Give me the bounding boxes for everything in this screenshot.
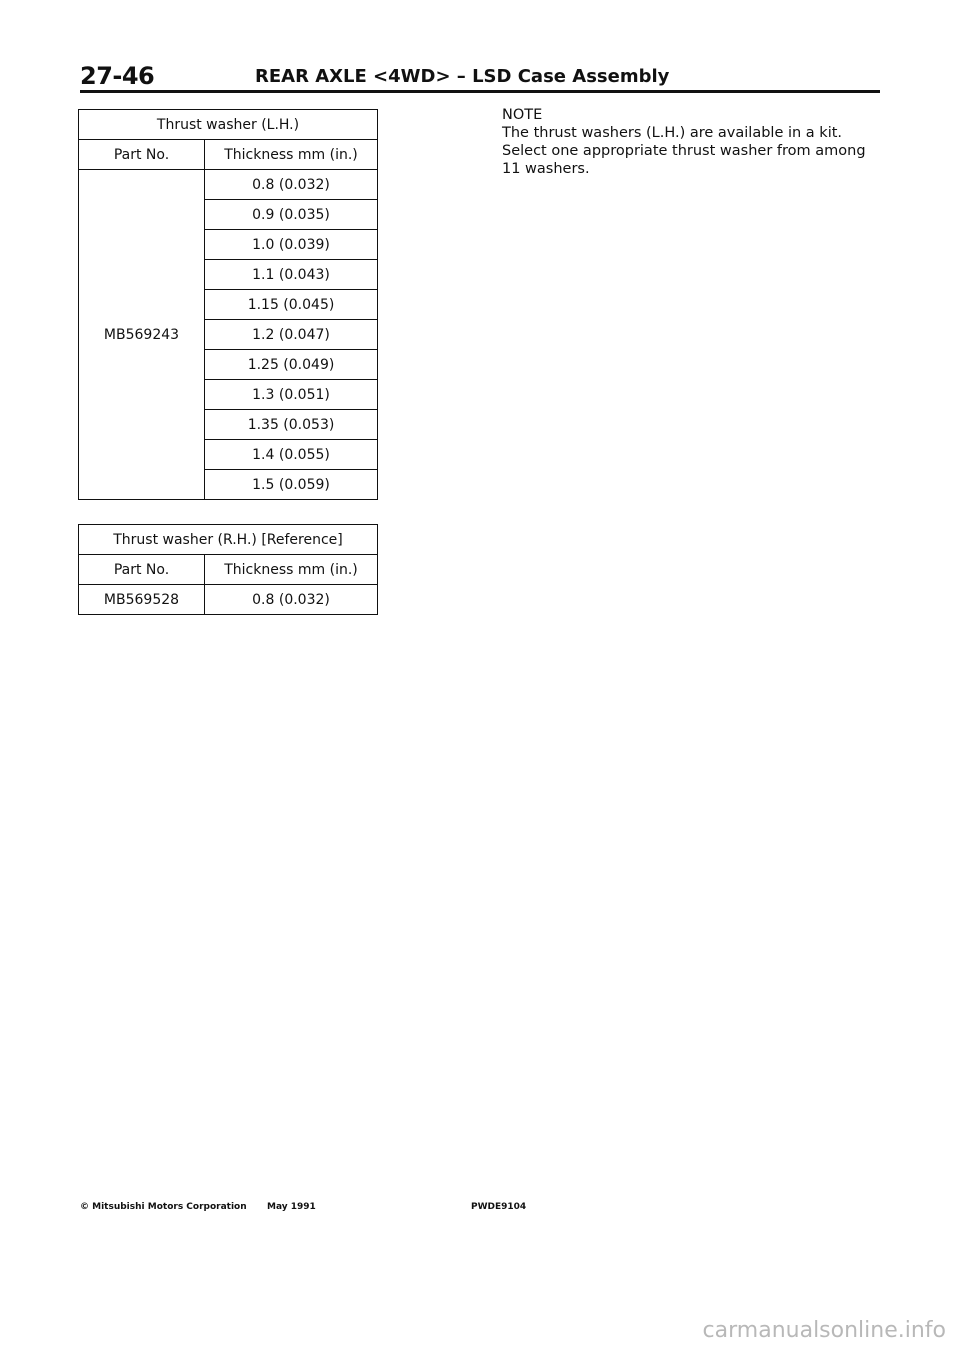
lh-thickness-cell: 1.0 (0.039) xyxy=(205,230,378,260)
note-text: The thrust washers (L.H.) are available in a kit. Select one appropriate thrust washer from among 11 washers. xyxy=(502,125,866,177)
footer-doc-code: PWDE9104 xyxy=(471,1202,527,1212)
page-header xyxy=(80,62,880,92)
rh-col-part-header: Part No. xyxy=(79,555,205,585)
thrust-washer-rh-table xyxy=(78,524,378,615)
watermark: carmanualsonline.info xyxy=(702,1318,946,1343)
rh-part-no: MB569528 xyxy=(79,585,205,615)
lh-thickness-cell: 1.25 (0.049) xyxy=(205,350,378,380)
note-block xyxy=(502,106,882,178)
lh-thickness-cell: 0.8 (0.032) xyxy=(205,170,378,200)
rh-table-title: Thrust washer (R.H.) [Reference] xyxy=(79,525,378,555)
lh-thickness-cell: 1.15 (0.045) xyxy=(205,290,378,320)
lh-col-part-header: Part No. xyxy=(79,140,205,170)
lh-col-thickness-header: Thickness mm (in.) xyxy=(205,140,378,170)
page-title: REAR AXLE <4WD> – LSD Case Assembly xyxy=(255,66,670,87)
note-heading: NOTE xyxy=(502,107,543,123)
footer-copyright: © Mitsubishi Motors Corporation xyxy=(80,1202,247,1212)
lh-thickness-cell: 0.9 (0.035) xyxy=(205,200,378,230)
lh-part-no: MB569243 xyxy=(79,170,205,500)
lh-thickness-cell: 1.3 (0.051) xyxy=(205,380,378,410)
lh-thickness-cell: 1.5 (0.059) xyxy=(205,470,378,500)
lh-thickness-cell: 1.35 (0.053) xyxy=(205,410,378,440)
lh-table-title: Thrust washer (L.H.) xyxy=(79,110,378,140)
rh-col-thickness-header: Thickness mm (in.) xyxy=(205,555,378,585)
rh-thickness-cell: 0.8 (0.032) xyxy=(205,585,378,615)
lh-thickness-cell: 1.4 (0.055) xyxy=(205,440,378,470)
lh-thickness-cell: 1.1 (0.043) xyxy=(205,260,378,290)
page-number: 27-46 xyxy=(80,62,155,90)
thrust-washer-lh-table xyxy=(78,109,378,500)
footer-date: May 1991 xyxy=(267,1202,316,1212)
header-rule xyxy=(80,90,880,93)
lh-thickness-cell: 1.2 (0.047) xyxy=(205,320,378,350)
